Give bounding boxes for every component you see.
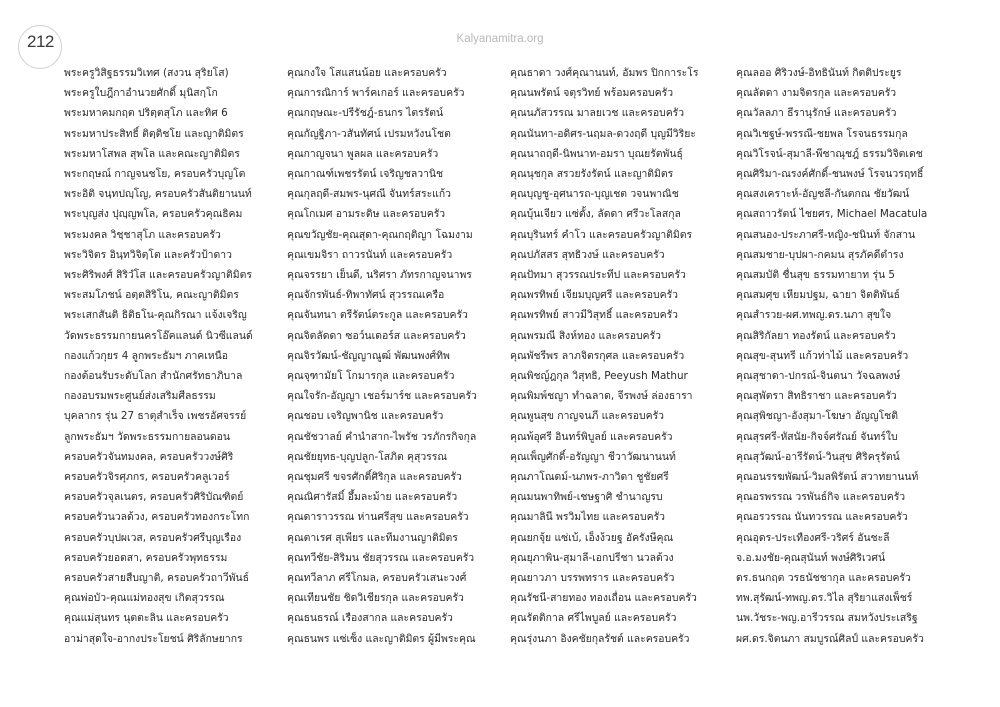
donor-name-line: คุณสิริกัลยา ทองรัตน์ และครอบครัว — [736, 329, 896, 342]
donor-name-line: คุณนาถฤดี-นิพนาท-อมรา บุณยรัตพันธุ์ — [510, 147, 683, 160]
donor-name-line: คุณรุ่งนภา อิงคชัยกุลรัชต์ และครอบครัว — [510, 632, 690, 645]
donor-name-line: คุณกฤษณะ-ปรีรัชฎ์-ธนกร ไตรรัตน์ — [287, 107, 444, 120]
donor-name-line: คุณจันทนา ตรีรัตน์ตระกูล และครอบครัว — [287, 309, 468, 322]
donor-name-line: พระครูใบฎีกาอำนวยศักดิ์ มุนิสกฺโก — [64, 87, 218, 100]
donor-name-line: คุณนุชกุล สรวยรังรัตน์ และญาติมิตร — [510, 168, 674, 181]
donor-name-line: พระสมโภชน์ อตฺตสิริโน, คณะญาติมิตร — [64, 289, 239, 302]
donor-name-line: คุณตาเรศ สุเพียร และทีมงานญาติมิตร — [287, 531, 458, 544]
donor-name-line: จ.อ.มงชัย-คุณสุนันท์ พงษ์ศิริเวศน์ — [736, 551, 886, 564]
donor-name-line: คุณชัชวาลย์ คำนำสาก-ไพรัช วรภักรกิจกุล — [287, 430, 477, 443]
donor-name-line: คุณศิริมา-ณรงค์ศักดิ์-ชนพงษ์ โรจนวรฤทธิ์ — [736, 168, 924, 181]
donor-name-line: คุณภาโณดม์-นภพร-ภาวิดา ชูชัยศรี — [510, 471, 669, 484]
donor-name-line: พระเสกสันติ ธิติธโน-คุณกิรณา แจ้งเจริญ — [64, 309, 247, 322]
donor-name-line: คุณสมบัติ ชื่นสุข ธรรมทายาท รุ่น 5 — [736, 269, 896, 282]
donor-name-line: คุณยาวภา บรรพทราร และครอบครัว — [510, 572, 675, 585]
donor-name-line: คุณกาญจนา พูลผล และครอบครัว — [287, 147, 439, 160]
donor-name-line: คุณดาราวรรณ ห่านศรีสุข และครอบครัว — [287, 511, 469, 524]
donor-name-line: ดร.ธนกฤต วรธนัชชากุล และครอบครัว — [736, 572, 911, 585]
donor-name-line: คุณสุรศรี-หัสนัย-กิจจ์ศรัณย์ จันทร์ใบ — [736, 430, 898, 443]
donor-name-line: คุณเทียนชัย ชิดวิเชียรกุล และครอบครัว — [287, 592, 464, 605]
donor-name-line: คุณมาลินี พรวิมไทย และครอบครัว — [510, 511, 666, 524]
donor-name-line: คุณกาณฑ์เพชรรัตน์ เจริญชลวานิช — [287, 168, 444, 181]
donor-name-line: คุณกุลฤดี-สมพร-นุศณี จันทร์สระแก้ว — [287, 188, 451, 201]
donor-name-line: คุณวิโรจน์-สุมาลี-พีชาณุชฎ์ ธรรมวิจิตเดช — [736, 147, 923, 160]
donor-name-line: คุณปัทมา สุวรรณประทีป และครอบครัว — [510, 269, 686, 282]
donor-name-line: พระครูวิสิฐธรรมวิเทศ (สงวน สุริยโส) — [64, 67, 229, 79]
donor-name-line: คุณจิรวัฒน์-ชัญญาณูฒ์ พัฒนพงศ์ทิพ — [287, 349, 450, 362]
donor-name-line: คุณพิชญ์ฎกุล วิสุทธิ, Peeyush Mathur — [510, 370, 688, 383]
donor-name-line: คุณใจรัก-อัญญา เชอร์มาร์ช และครอบครัว — [287, 390, 477, 403]
donor-name-line: คุณจรรยา เย็นดี, นริศรา ภัทรกาญจนาพร — [287, 269, 472, 282]
donor-name-line: พระมหาคมกฤต ปริตฺตสุโภ และทิศ 6 — [64, 107, 228, 120]
donor-name-line: คุณพรมณี สิงห์ทอง และครอบครัว — [510, 329, 661, 342]
donor-column-3 — [510, 63, 718, 649]
donor-name-line: คุณพูนสุข กาญจนภี และครอบครัว — [510, 410, 664, 423]
donor-name-line: คุณทวีลาภ ศรีโกมล, ครอบครัวเสนะวงศ์ — [287, 572, 467, 585]
donor-name-line: คุณมนพาทิพย์-เชษฐาศิ ชำนาญรบ — [510, 491, 663, 504]
donor-name-line: ผศ.ดร.จิตนภา สมบูรณ์ศิลป์ และครอบครัว — [736, 632, 924, 645]
donor-name-line: คุณวัลลภา ธีรานุรักษ์ และครอบครัว — [736, 107, 897, 120]
donor-name-line: พระมหาโสพล สุพโล และคณะญาติมิตร — [64, 147, 240, 160]
donor-name-line: พระบุญส่ง ปุญฺญพโล, ครอบครัวคุณธิคม — [64, 208, 243, 221]
donor-name-line: คุณสถาวรัตน์ ไชยศร, Michael Macatula — [736, 208, 928, 221]
donor-name-line: คุณยุภาพิน-สุมาลี-เอกปรีชา นวลด้วง — [510, 551, 674, 564]
donor-name-line: คุณธนธรณ์ เรืองสากล และครอบครัว — [287, 612, 453, 625]
donor-name-line: คุณปภัสสร สุทธิวงษ์ และครอบครัว — [510, 248, 665, 261]
donor-name-line: คุณสมศุข เหียมปฐม, ฉายา จิตติพันธ์ — [736, 289, 900, 302]
donor-name-line: คุณสำรวย-ผศ.ทพญ.ดร.นภา สุขใจ — [736, 309, 892, 322]
donor-column-2 — [287, 63, 492, 649]
donor-name-line: กองแก้วกุยร 4 ลูกพระธัมฯ ภาคเหนือ — [64, 349, 228, 362]
donor-name-line: กองอบรมพระศูนย์ส่งเสริมศีลธรรม — [64, 390, 216, 403]
donor-name-line: ครอบครัวจิรศุภกร, ครอบครัวคลูเวอร์ — [64, 471, 230, 484]
donor-name-line: คุณเพ็ญศักดิ์-อรัญญา ชีวาวัฒนานนท์ — [510, 450, 676, 463]
donor-name-line: ครอบครัวบุปผเวส, ครอบครัวศรีบุญเรือง — [64, 531, 242, 544]
donor-name-line: บุคลากร รุ่น 27 ธาตุสำเร็จ เพชรอัศจรรย์ — [64, 410, 247, 423]
donor-name-line: กองต้อนรับระดับโลก สำนักศรัทธาภิบาล — [64, 370, 243, 383]
donor-name-line: พระมงคล วิชฺชาสุโภ และครอบครัว — [64, 228, 221, 241]
donor-name-line: คุณสงเคราะห์-อัญชลี-กันตกณ ชัยวัฒน์ — [736, 188, 910, 201]
donor-name-line: คุณกัญฐิภา-วสันทัศน์ เปรมหวังนโชต — [287, 127, 451, 140]
donor-name-line: คุณจุฑามัยโ โกมารกุล และครอบครัว — [287, 370, 455, 383]
donor-name-line: คุณรัตติกาล ศรีไพบูลย์ และครอบครัว — [510, 612, 677, 625]
donor-name-line: คุณชุมศรี ขจรศักดิ์ศิริกุล และครอบครัว — [287, 471, 462, 484]
donor-list — [0, 63, 1000, 693]
donor-name-line: พระอิติ จนฺทปญฺโญ, ครอบครัวสันติยานนท์ — [64, 188, 252, 201]
donor-name-line: นพ.วัชระ-พญ.อารีวรรณ สมหวังประเสริฐ — [736, 612, 918, 625]
donor-name-line: คุณทวีชัย-สิริมน ชัยสุวรรณ และครอบครัว — [287, 551, 475, 564]
donor-name-line: คุณพัชรีพร ลาภจิตรกุศล และครอบครัว — [510, 349, 685, 362]
donor-column-1 — [64, 63, 264, 649]
donor-name-line: ครอบครัวสายสืบญาติ, ครอบครัวถาวีพันธ์ — [64, 572, 249, 585]
donor-name-line: พระวิจิตร อินฺทวิจิตฺโต และครัวป้าดาว — [64, 248, 232, 261]
donor-name-line: ครอบครัวนวลด้วง, ครอบครัวทองกระโทก — [64, 511, 250, 524]
donor-name-line: คุณสุวัฒน์-อารีรัตน์-วินสุข ศิริครุรัตน์ — [736, 450, 900, 463]
donor-name-line: คุณบุญชู-อุศนารถ-บุญเชต วจนพาณิช — [510, 188, 679, 201]
donor-name-line: คุณจักรพันธ์-ทิพาทัศน์ สุวรรณเครือ — [287, 289, 445, 302]
donor-name-line: คุณพ่อบัว-คุณแม่ทองสุข เกิดสุวรรณ — [64, 592, 225, 605]
donor-name-line: ทพ.สุรัฒน์-ทพญ.ดร.วิไล สุริยาแสงเพ็ชร์ — [736, 592, 913, 605]
donor-name-line: คุณจิตลัดดา ซอว์นเดอร์ส และครอบครัว — [287, 329, 466, 342]
donor-name-line: คุณธาดา วงศ์คุณานนท์, อัมพร ปิกการะโร — [510, 67, 699, 79]
donor-name-line: คุณสุชาดา-ปกรณ์-จินตนา วัจฉลพงษ์ — [736, 370, 901, 383]
donor-name-line: คุณการณิการ์ พาร์คเกอร์ และครอบครัว — [287, 87, 465, 100]
donor-name-line: คุณอรพรรณ วรพันธ์กิจ และครอบครัว — [736, 491, 906, 504]
donor-name-line: คุณสุข-สุนทรี แก้วท่าไม้ และครอบครัว — [736, 349, 909, 362]
donor-name-line: คุณชอบ เจริญพานิช และครอบครัว — [287, 410, 444, 423]
donor-name-line: พระกฤษณ์ กาญจนชโย, ครอบครัวบุญโต — [64, 168, 246, 181]
donor-name-line: คุณลัดดา งามจิตรกุล และครอบครัว — [736, 87, 897, 100]
donor-column-4 — [736, 63, 951, 649]
donor-name-line: คุณณิศารัสมิ์ อึ้มละม้าย และครอบครัว — [287, 491, 458, 504]
donor-name-line: คุณพิมพ์ชญา ทำฉลาด, จีรพงษ์ ล่องธารา — [510, 390, 693, 403]
donor-name-line: ครอบครัวยอดสา, ครอบครัวพุทธรรม — [64, 551, 228, 564]
donor-name-line: คุณวิเชฐษ์-พรรณี-ชยพล โรจนธรรมกุล — [736, 127, 908, 140]
donor-name-line: อาม่าสุดใจ-อากงประโยชน์ ศิริลักษยากร — [64, 632, 243, 645]
donor-name-line: ลูกพระธัมฯ วัดพระธรรมกายลอนดอน — [64, 430, 230, 443]
donor-name-line: คุณนภัสวรรณ มาลยเวช และครอบครัว — [510, 107, 685, 120]
donor-name-line: คุณพ้อุศรี อินทร์พิบูลย์ และครอบครัว — [510, 430, 673, 443]
donor-name-line: พระมหาประสิทธิ์ ติตฺติชโย และญาติมิตร — [64, 127, 244, 140]
donor-name-line: คุณพรทิพย์ เจียมบุญศรี และครอบครัว — [510, 289, 678, 302]
donor-name-line: คุณบุ้นเจียว แซ่ตั้ง, ลัดดา ศรีวะโลสกุล — [510, 208, 681, 221]
donor-name-line: คุณกงใจ โสแสนน้อย และครอบครัว — [287, 67, 447, 79]
donor-name-line: คุณโกเมศ อามระดิษ และครอบครัว — [287, 208, 446, 221]
donor-name-line: วัดพระธรรมกายนครโอ๊คแลนด์ นิวซีแลนด์ — [64, 329, 253, 342]
donor-name-line: คุณอนรรฆพัฒน์-วิมลพิรัตน์ สวาทยานนท์ — [736, 471, 919, 484]
donor-name-line: คุณบุรินทร์ คำโว และครอบครัวญาติมิตร — [510, 228, 693, 241]
donor-name-line: คุณสุพิชญา-อังสุมา-โฆษา อัญญโชติ — [736, 410, 898, 423]
donor-name-line: คุณธนพร แซ่เซ็ง และญาติมิตร ผู้มีพระคุณ — [287, 632, 476, 645]
donor-name-line: ครอบครัวจุลเนตร, ครอบครัวศิริบัณฑิตย์ — [64, 491, 244, 504]
donor-name-line: คุณอุดร-ประเทืองศรี-วริศร์ อันชะลี — [736, 531, 890, 544]
donor-name-line: คุณสุพัตรา สิทธิราชา และครอบครัว — [736, 390, 897, 403]
page-number: 212 — [27, 32, 54, 51]
donor-name-line: คุณนันทา-อดิศร-นฤมล-ดวงฤดี บุญมีวิริยะ — [510, 127, 696, 140]
donor-name-line: คุณสนอง-ประภาศรี-หญิง-ชนินท์ จักสาน — [736, 228, 916, 241]
donor-name-line: คุณแม่สุนทร นุตตะลิน และครอบครัว — [64, 612, 229, 625]
donor-name-line: คุณยกจุ้ย แซ่เบ้, เอ็งง้วยฐ อัครังษีคุณ — [510, 531, 674, 544]
donor-name-line: พระศิริพงศ์ สิริวํโส และครอบครัวญาติมิตร — [64, 269, 252, 282]
donor-name-line: ครอบครัวจันทมงคล, ครอบครัววงษ์ศิริ — [64, 450, 234, 463]
donor-name-line: คุณรัชนี-สายทอง ทองเถื่อน และครอบครัว — [510, 592, 697, 605]
donor-name-line: คุณชัยยุทธ-บุญปลูก-โสภิต คุสุวรรณ — [287, 450, 447, 463]
donor-name-line: คุณนพรัตน์ จตุรวิทย์ พร้อมครอบครัว — [510, 87, 674, 100]
donor-name-line: คุณอรวรรณ นันทวรรณ และครอบครัว — [736, 511, 908, 524]
donor-name-line: คุณสมชาย-บุปผา-กคมน สุรภัคดีตำรง — [736, 248, 904, 261]
donor-name-line: คุณเขมจิรา ถาวรนันท์ และครอบครัว — [287, 248, 453, 261]
donor-name-line: คุณลออ ศิริวงษ์-อิทธินันท์ กิตติประยูร — [736, 67, 902, 79]
site-watermark: Kalyanamitra.org — [456, 33, 544, 45]
donor-name-line: คุณพรทิพย์ สาวมีวิสุทธิ์ และครอบครัว — [510, 309, 679, 322]
donor-name-line: คุณขวัญชัย-คุณสุดา-คุณกฤติญา โฉมงาม — [287, 228, 473, 241]
